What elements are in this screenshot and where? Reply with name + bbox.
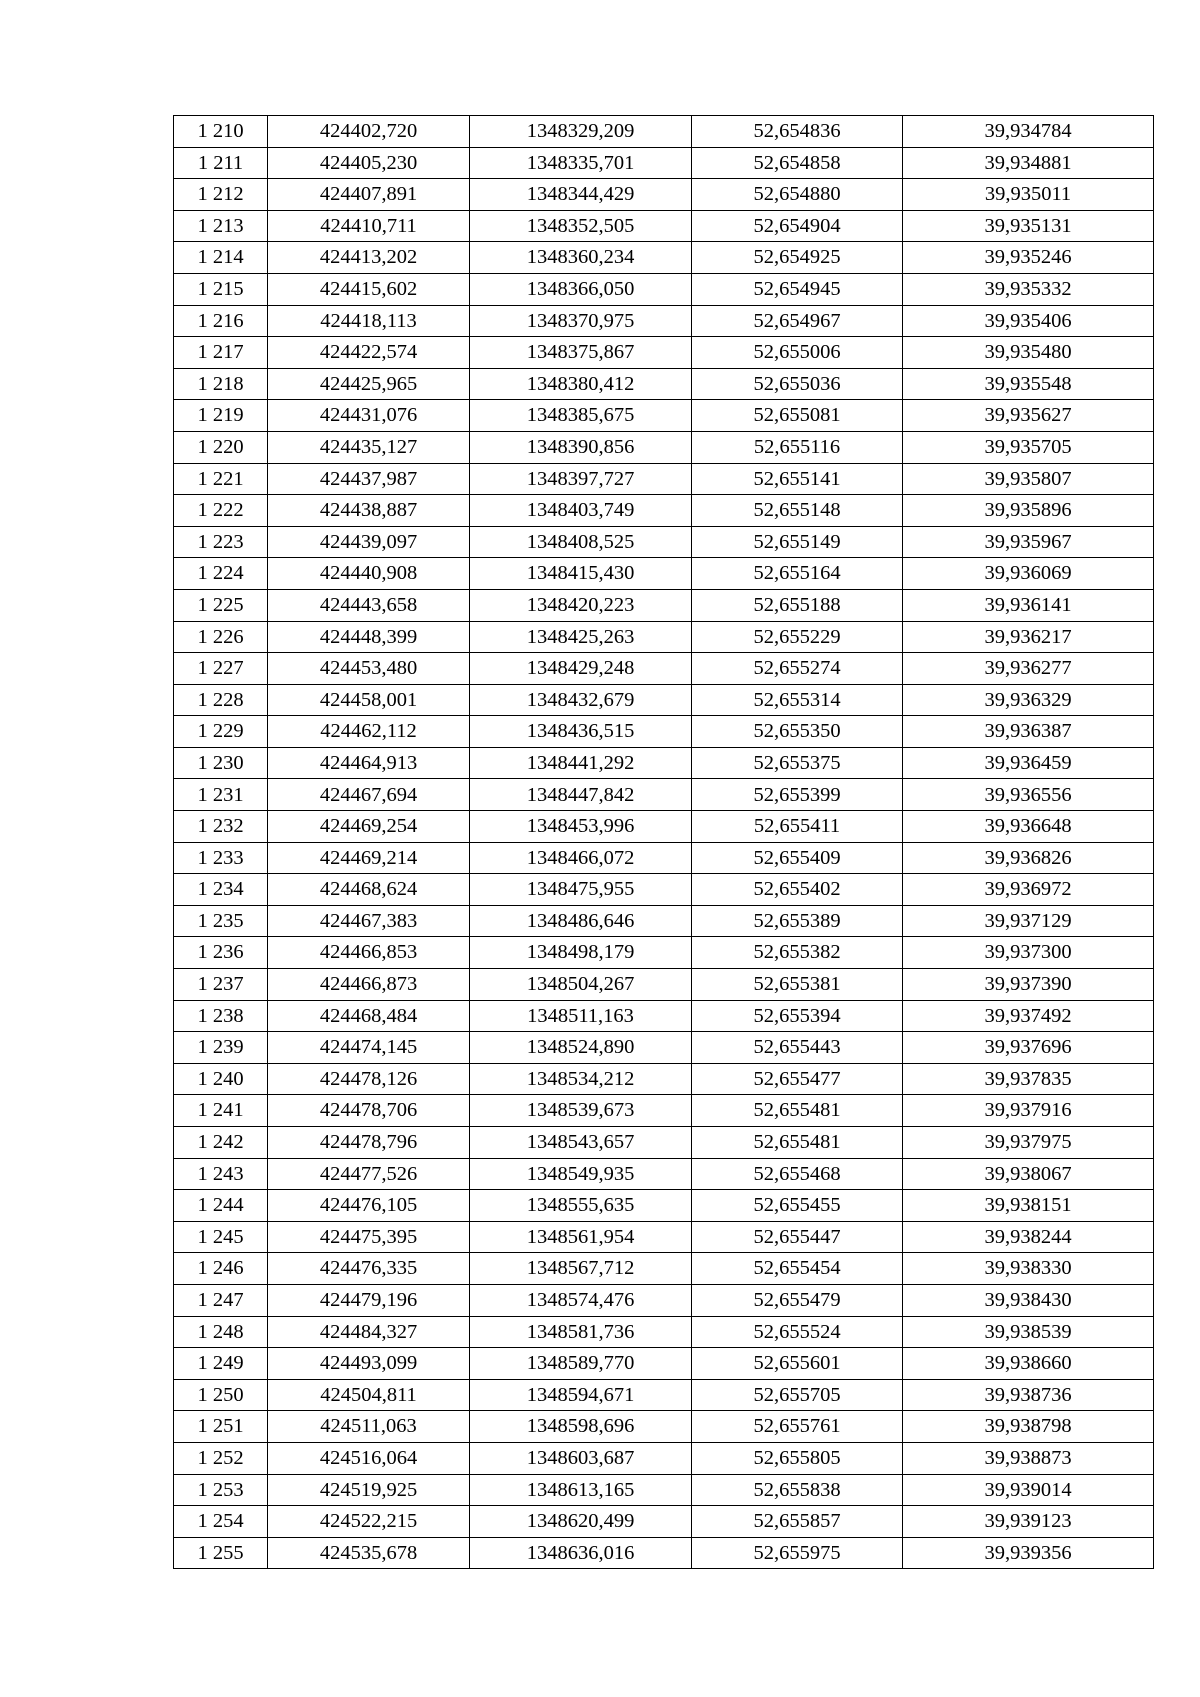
latitude-cell: 52,655705: [692, 1379, 903, 1411]
latitude-cell: 52,655447: [692, 1221, 903, 1253]
y-coordinate-cell: 1348360,234: [470, 242, 692, 274]
point-number-cell: 1 241: [174, 1095, 268, 1127]
latitude-cell: 52,655975: [692, 1537, 903, 1569]
latitude-cell: 52,655389: [692, 905, 903, 937]
x-coordinate-cell: 424535,678: [268, 1537, 470, 1569]
coordinates-table: [173, 115, 1154, 1569]
longitude-cell: 39,935011: [903, 179, 1154, 211]
point-number-cell: 1 227: [174, 653, 268, 685]
point-number-cell: 1 233: [174, 842, 268, 874]
longitude-cell: 39,938067: [903, 1158, 1154, 1190]
x-coordinate-cell: 424415,602: [268, 273, 470, 305]
point-number-cell: 1 220: [174, 431, 268, 463]
x-coordinate-cell: 424468,624: [268, 874, 470, 906]
table-row: [174, 1348, 1154, 1380]
longitude-cell: 39,939356: [903, 1537, 1154, 1569]
longitude-cell: 39,938798: [903, 1411, 1154, 1443]
table-row: [174, 874, 1154, 906]
latitude-cell: 52,655481: [692, 1127, 903, 1159]
point-number-cell: 1 211: [174, 147, 268, 179]
y-coordinate-cell: 1348403,749: [470, 495, 692, 527]
longitude-cell: 39,935548: [903, 368, 1154, 400]
longitude-cell: 39,934784: [903, 116, 1154, 148]
longitude-cell: 39,935131: [903, 210, 1154, 242]
longitude-cell: 39,935406: [903, 305, 1154, 337]
point-number-cell: 1 230: [174, 747, 268, 779]
table-row: [174, 842, 1154, 874]
x-coordinate-cell: 424478,706: [268, 1095, 470, 1127]
longitude-cell: 39,937492: [903, 1000, 1154, 1032]
longitude-cell: 39,936826: [903, 842, 1154, 874]
point-number-cell: 1 254: [174, 1506, 268, 1538]
table-row: [174, 1000, 1154, 1032]
latitude-cell: 52,654836: [692, 116, 903, 148]
point-number-cell: 1 243: [174, 1158, 268, 1190]
x-coordinate-cell: 424511,063: [268, 1411, 470, 1443]
latitude-cell: 52,655524: [692, 1316, 903, 1348]
longitude-cell: 39,937129: [903, 905, 1154, 937]
latitude-cell: 52,655409: [692, 842, 903, 874]
latitude-cell: 52,655399: [692, 779, 903, 811]
y-coordinate-cell: 1348397,727: [470, 463, 692, 495]
table-row: [174, 495, 1154, 527]
table-row: [174, 1316, 1154, 1348]
y-coordinate-cell: 1348408,525: [470, 526, 692, 558]
latitude-cell: 52,655838: [692, 1474, 903, 1506]
point-number-cell: 1 222: [174, 495, 268, 527]
longitude-cell: 39,936069: [903, 558, 1154, 590]
table-row: [174, 937, 1154, 969]
point-number-cell: 1 253: [174, 1474, 268, 1506]
latitude-cell: 52,655761: [692, 1411, 903, 1443]
table-row: [174, 1411, 1154, 1443]
x-coordinate-cell: 424464,913: [268, 747, 470, 779]
x-coordinate-cell: 424504,811: [268, 1379, 470, 1411]
x-coordinate-cell: 424435,127: [268, 431, 470, 463]
x-coordinate-cell: 424478,126: [268, 1063, 470, 1095]
latitude-cell: 52,655006: [692, 337, 903, 369]
latitude-cell: 52,654858: [692, 147, 903, 179]
longitude-cell: 39,936217: [903, 621, 1154, 653]
latitude-cell: 52,655601: [692, 1348, 903, 1380]
point-number-cell: 1 223: [174, 526, 268, 558]
latitude-cell: 52,655314: [692, 684, 903, 716]
latitude-cell: 52,655375: [692, 747, 903, 779]
table-row: [174, 431, 1154, 463]
longitude-cell: 39,938151: [903, 1190, 1154, 1222]
point-number-cell: 1 255: [174, 1537, 268, 1569]
point-number-cell: 1 228: [174, 684, 268, 716]
latitude-cell: 52,655468: [692, 1158, 903, 1190]
point-number-cell: 1 224: [174, 558, 268, 590]
point-number-cell: 1 226: [174, 621, 268, 653]
x-coordinate-cell: 424466,853: [268, 937, 470, 969]
table-row: [174, 1506, 1154, 1538]
point-number-cell: 1 242: [174, 1127, 268, 1159]
y-coordinate-cell: 1348425,263: [470, 621, 692, 653]
point-number-cell: 1 235: [174, 905, 268, 937]
latitude-cell: 52,655229: [692, 621, 903, 653]
longitude-cell: 39,938330: [903, 1253, 1154, 1285]
latitude-cell: 52,655081: [692, 400, 903, 432]
latitude-cell: 52,654945: [692, 273, 903, 305]
y-coordinate-cell: 1348335,701: [470, 147, 692, 179]
table-row: [174, 1190, 1154, 1222]
latitude-cell: 52,654967: [692, 305, 903, 337]
table-row: [174, 147, 1154, 179]
table-row: [174, 1474, 1154, 1506]
latitude-cell: 52,655394: [692, 1000, 903, 1032]
table-row: [174, 1063, 1154, 1095]
table-row: [174, 1158, 1154, 1190]
table-row: [174, 116, 1154, 148]
longitude-cell: 39,936972: [903, 874, 1154, 906]
y-coordinate-cell: 1348636,016: [470, 1537, 692, 1569]
x-coordinate-cell: 424474,145: [268, 1032, 470, 1064]
x-coordinate-cell: 424448,399: [268, 621, 470, 653]
y-coordinate-cell: 1348561,954: [470, 1221, 692, 1253]
longitude-cell: 39,936459: [903, 747, 1154, 779]
longitude-cell: 39,936556: [903, 779, 1154, 811]
table-row: [174, 1253, 1154, 1285]
longitude-cell: 39,935896: [903, 495, 1154, 527]
x-coordinate-cell: 424466,873: [268, 969, 470, 1001]
x-coordinate-cell: 424477,526: [268, 1158, 470, 1190]
y-coordinate-cell: 1348589,770: [470, 1348, 692, 1380]
point-number-cell: 1 246: [174, 1253, 268, 1285]
longitude-cell: 39,935332: [903, 273, 1154, 305]
latitude-cell: 52,655188: [692, 589, 903, 621]
point-number-cell: 1 247: [174, 1284, 268, 1316]
x-coordinate-cell: 424516,064: [268, 1442, 470, 1474]
x-coordinate-cell: 424458,001: [268, 684, 470, 716]
table-row: [174, 210, 1154, 242]
longitude-cell: 39,937835: [903, 1063, 1154, 1095]
longitude-cell: 39,938873: [903, 1442, 1154, 1474]
table-row: [174, 1032, 1154, 1064]
point-number-cell: 1 231: [174, 779, 268, 811]
table-row: [174, 558, 1154, 590]
table-row: [174, 337, 1154, 369]
x-coordinate-cell: 424478,796: [268, 1127, 470, 1159]
latitude-cell: 52,655479: [692, 1284, 903, 1316]
y-coordinate-cell: 1348344,429: [470, 179, 692, 211]
latitude-cell: 52,655036: [692, 368, 903, 400]
y-coordinate-cell: 1348436,515: [470, 716, 692, 748]
y-coordinate-cell: 1348486,646: [470, 905, 692, 937]
longitude-cell: 39,937696: [903, 1032, 1154, 1064]
table-row: [174, 463, 1154, 495]
x-coordinate-cell: 424476,105: [268, 1190, 470, 1222]
longitude-cell: 39,937916: [903, 1095, 1154, 1127]
y-coordinate-cell: 1348475,955: [470, 874, 692, 906]
table-row: [174, 1095, 1154, 1127]
table-row: [174, 1127, 1154, 1159]
longitude-cell: 39,939123: [903, 1506, 1154, 1538]
y-coordinate-cell: 1348511,163: [470, 1000, 692, 1032]
latitude-cell: 52,655381: [692, 969, 903, 1001]
x-coordinate-cell: 424431,076: [268, 400, 470, 432]
x-coordinate-cell: 424468,484: [268, 1000, 470, 1032]
table-row: [174, 684, 1154, 716]
y-coordinate-cell: 1348370,975: [470, 305, 692, 337]
x-coordinate-cell: 424469,254: [268, 811, 470, 843]
table-row: [174, 716, 1154, 748]
latitude-cell: 52,655454: [692, 1253, 903, 1285]
longitude-cell: 39,939014: [903, 1474, 1154, 1506]
x-coordinate-cell: 424467,694: [268, 779, 470, 811]
y-coordinate-cell: 1348613,165: [470, 1474, 692, 1506]
point-number-cell: 1 244: [174, 1190, 268, 1222]
latitude-cell: 52,655141: [692, 463, 903, 495]
y-coordinate-cell: 1348574,476: [470, 1284, 692, 1316]
longitude-cell: 39,938660: [903, 1348, 1154, 1380]
y-coordinate-cell: 1348594,671: [470, 1379, 692, 1411]
y-coordinate-cell: 1348466,072: [470, 842, 692, 874]
x-coordinate-cell: 424476,335: [268, 1253, 470, 1285]
coordinates-table-body: [174, 116, 1154, 1569]
table-row: [174, 242, 1154, 274]
y-coordinate-cell: 1348534,212: [470, 1063, 692, 1095]
latitude-cell: 52,655382: [692, 937, 903, 969]
point-number-cell: 1 225: [174, 589, 268, 621]
y-coordinate-cell: 1348441,292: [470, 747, 692, 779]
point-number-cell: 1 213: [174, 210, 268, 242]
y-coordinate-cell: 1348498,179: [470, 937, 692, 969]
y-coordinate-cell: 1348539,673: [470, 1095, 692, 1127]
y-coordinate-cell: 1348352,505: [470, 210, 692, 242]
y-coordinate-cell: 1348581,736: [470, 1316, 692, 1348]
x-coordinate-cell: 424407,891: [268, 179, 470, 211]
point-number-cell: 1 238: [174, 1000, 268, 1032]
table-row: [174, 621, 1154, 653]
x-coordinate-cell: 424443,658: [268, 589, 470, 621]
x-coordinate-cell: 424469,214: [268, 842, 470, 874]
y-coordinate-cell: 1348375,867: [470, 337, 692, 369]
latitude-cell: 52,655164: [692, 558, 903, 590]
x-coordinate-cell: 424467,383: [268, 905, 470, 937]
x-coordinate-cell: 424462,112: [268, 716, 470, 748]
y-coordinate-cell: 1348504,267: [470, 969, 692, 1001]
y-coordinate-cell: 1348385,675: [470, 400, 692, 432]
latitude-cell: 52,655411: [692, 811, 903, 843]
point-number-cell: 1 232: [174, 811, 268, 843]
x-coordinate-cell: 424522,215: [268, 1506, 470, 1538]
x-coordinate-cell: 424402,720: [268, 116, 470, 148]
longitude-cell: 39,935967: [903, 526, 1154, 558]
point-number-cell: 1 229: [174, 716, 268, 748]
latitude-cell: 52,655149: [692, 526, 903, 558]
point-number-cell: 1 215: [174, 273, 268, 305]
latitude-cell: 52,655402: [692, 874, 903, 906]
point-number-cell: 1 252: [174, 1442, 268, 1474]
point-number-cell: 1 234: [174, 874, 268, 906]
point-number-cell: 1 210: [174, 116, 268, 148]
longitude-cell: 39,935480: [903, 337, 1154, 369]
table-row: [174, 273, 1154, 305]
x-coordinate-cell: 424519,925: [268, 1474, 470, 1506]
point-number-cell: 1 216: [174, 305, 268, 337]
x-coordinate-cell: 424418,113: [268, 305, 470, 337]
y-coordinate-cell: 1348603,687: [470, 1442, 692, 1474]
point-number-cell: 1 248: [174, 1316, 268, 1348]
point-number-cell: 1 237: [174, 969, 268, 1001]
latitude-cell: 52,655455: [692, 1190, 903, 1222]
longitude-cell: 39,938244: [903, 1221, 1154, 1253]
table-row: [174, 811, 1154, 843]
x-coordinate-cell: 424405,230: [268, 147, 470, 179]
latitude-cell: 52,655805: [692, 1442, 903, 1474]
y-coordinate-cell: 1348420,223: [470, 589, 692, 621]
x-coordinate-cell: 424484,327: [268, 1316, 470, 1348]
y-coordinate-cell: 1348555,635: [470, 1190, 692, 1222]
table-row: [174, 653, 1154, 685]
table-row: [174, 779, 1154, 811]
latitude-cell: 52,654904: [692, 210, 903, 242]
y-coordinate-cell: 1348432,679: [470, 684, 692, 716]
latitude-cell: 52,654880: [692, 179, 903, 211]
y-coordinate-cell: 1348415,430: [470, 558, 692, 590]
latitude-cell: 52,655148: [692, 495, 903, 527]
longitude-cell: 39,936387: [903, 716, 1154, 748]
x-coordinate-cell: 424425,965: [268, 368, 470, 400]
x-coordinate-cell: 424422,574: [268, 337, 470, 369]
y-coordinate-cell: 1348447,842: [470, 779, 692, 811]
latitude-cell: 52,655274: [692, 653, 903, 685]
point-number-cell: 1 217: [174, 337, 268, 369]
table-row: [174, 905, 1154, 937]
table-row: [174, 1537, 1154, 1569]
x-coordinate-cell: 424440,908: [268, 558, 470, 590]
longitude-cell: 39,935246: [903, 242, 1154, 274]
table-row: [174, 526, 1154, 558]
point-number-cell: 1 251: [174, 1411, 268, 1443]
longitude-cell: 39,934881: [903, 147, 1154, 179]
latitude-cell: 52,655857: [692, 1506, 903, 1538]
point-number-cell: 1 219: [174, 400, 268, 432]
latitude-cell: 52,654925: [692, 242, 903, 274]
table-row: [174, 368, 1154, 400]
point-number-cell: 1 245: [174, 1221, 268, 1253]
longitude-cell: 39,937300: [903, 937, 1154, 969]
y-coordinate-cell: 1348380,412: [470, 368, 692, 400]
y-coordinate-cell: 1348429,248: [470, 653, 692, 685]
longitude-cell: 39,938430: [903, 1284, 1154, 1316]
x-coordinate-cell: 424475,395: [268, 1221, 470, 1253]
x-coordinate-cell: 424439,097: [268, 526, 470, 558]
table-row: [174, 305, 1154, 337]
x-coordinate-cell: 424493,099: [268, 1348, 470, 1380]
y-coordinate-cell: 1348329,209: [470, 116, 692, 148]
point-number-cell: 1 236: [174, 937, 268, 969]
longitude-cell: 39,936329: [903, 684, 1154, 716]
x-coordinate-cell: 424438,887: [268, 495, 470, 527]
table-row: [174, 400, 1154, 432]
table-row: [174, 1221, 1154, 1253]
point-number-cell: 1 250: [174, 1379, 268, 1411]
longitude-cell: 39,935705: [903, 431, 1154, 463]
longitude-cell: 39,935807: [903, 463, 1154, 495]
point-number-cell: 1 214: [174, 242, 268, 274]
y-coordinate-cell: 1348567,712: [470, 1253, 692, 1285]
table-row: [174, 747, 1154, 779]
x-coordinate-cell: 424413,202: [268, 242, 470, 274]
longitude-cell: 39,936648: [903, 811, 1154, 843]
y-coordinate-cell: 1348524,890: [470, 1032, 692, 1064]
latitude-cell: 52,655477: [692, 1063, 903, 1095]
point-number-cell: 1 240: [174, 1063, 268, 1095]
table-row: [174, 1442, 1154, 1474]
point-number-cell: 1 212: [174, 179, 268, 211]
y-coordinate-cell: 1348366,050: [470, 273, 692, 305]
table-row: [174, 589, 1154, 621]
longitude-cell: 39,938539: [903, 1316, 1154, 1348]
y-coordinate-cell: 1348543,657: [470, 1127, 692, 1159]
longitude-cell: 39,936277: [903, 653, 1154, 685]
y-coordinate-cell: 1348390,856: [470, 431, 692, 463]
latitude-cell: 52,655481: [692, 1095, 903, 1127]
x-coordinate-cell: 424410,711: [268, 210, 470, 242]
x-coordinate-cell: 424437,987: [268, 463, 470, 495]
x-coordinate-cell: 424479,196: [268, 1284, 470, 1316]
point-number-cell: 1 218: [174, 368, 268, 400]
y-coordinate-cell: 1348549,935: [470, 1158, 692, 1190]
longitude-cell: 39,938736: [903, 1379, 1154, 1411]
longitude-cell: 39,937390: [903, 969, 1154, 1001]
table-row: [174, 179, 1154, 211]
y-coordinate-cell: 1348453,996: [470, 811, 692, 843]
x-coordinate-cell: 424453,480: [268, 653, 470, 685]
latitude-cell: 52,655116: [692, 431, 903, 463]
point-number-cell: 1 221: [174, 463, 268, 495]
table-row: [174, 1284, 1154, 1316]
table-row: [174, 969, 1154, 1001]
table-row: [174, 1379, 1154, 1411]
longitude-cell: 39,935627: [903, 400, 1154, 432]
longitude-cell: 39,936141: [903, 589, 1154, 621]
point-number-cell: 1 249: [174, 1348, 268, 1380]
point-number-cell: 1 239: [174, 1032, 268, 1064]
longitude-cell: 39,937975: [903, 1127, 1154, 1159]
y-coordinate-cell: 1348598,696: [470, 1411, 692, 1443]
latitude-cell: 52,655443: [692, 1032, 903, 1064]
y-coordinate-cell: 1348620,499: [470, 1506, 692, 1538]
latitude-cell: 52,655350: [692, 716, 903, 748]
